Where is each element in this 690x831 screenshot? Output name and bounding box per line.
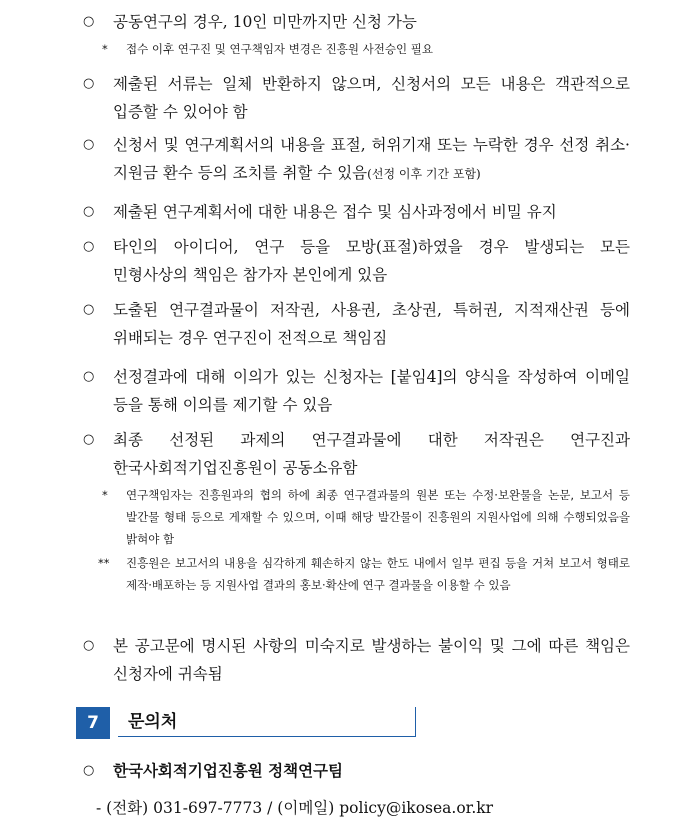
note-double-asterisk: ** bbox=[98, 556, 110, 570]
notice-text-main: 신청서 및 연구계획서의 내용을 표절, 허위기재 또는 누락한 경우 선정 취소·지원금 환수 등의 조치를 취할 수 있음 bbox=[113, 136, 630, 182]
notice-text: 제출된 서류는 일체 반환하지 않으며, 신청서의 모든 내용은 객관적으로 입증할 수 있어야 함 bbox=[113, 75, 630, 121]
notice-text bbox=[113, 131, 630, 188]
bullet-circle-icon: ○ bbox=[83, 239, 95, 254]
section-title: 문의처 bbox=[118, 707, 416, 737]
bullet-circle-icon: ○ bbox=[83, 638, 95, 653]
note-asterisk: * bbox=[102, 42, 108, 56]
notice-text: 선정결과에 대해 이의가 있는 신청자는 [붙임4]의 양식을 작성하여 이메일 등을 통해 이의를 제기할 수 있음 bbox=[113, 368, 630, 414]
notice-text: 공동연구의 경우, 10인 미만까지만 신청 가능 bbox=[113, 13, 417, 31]
notice-text: 최종 선정된 과제의 연구결과물에 대한 저작권은 연구진과 한국사회적기업진흥원이 공동소유함 bbox=[113, 431, 630, 477]
note-text: 접수 이후 연구진 및 연구책임자 변경은 진흥원 사전승인 필요 bbox=[126, 42, 433, 56]
bullet-circle-icon: ○ bbox=[83, 302, 95, 317]
note-promotion bbox=[98, 552, 630, 596]
note-publication bbox=[102, 484, 630, 550]
bullet-circle-icon: ○ bbox=[83, 204, 95, 219]
notice-text: 제출된 연구계획서에 대한 내용은 접수 및 심사과정에서 비밀 유지 bbox=[113, 203, 557, 221]
bullet-circle-icon: ○ bbox=[83, 14, 95, 29]
bullet-circle-icon: ○ bbox=[83, 763, 95, 778]
notice-text: 본 공고문에 명시된 사항의 미숙지로 발생하는 불이익 및 그에 따른 책임은 신청자에 귀속됨 bbox=[113, 637, 630, 683]
notice-text-small: (선정 이후 기간 포함) bbox=[367, 167, 481, 181]
section-number: 7 bbox=[76, 707, 110, 739]
bullet-circle-icon: ○ bbox=[83, 369, 95, 384]
notice-text: 도출된 연구결과물이 저작권, 사용권, 초상권, 특허권, 지적재산권 등에 위배되는 경우 연구진이 전적으로 책임짐 bbox=[113, 301, 630, 347]
bullet-circle-icon: ○ bbox=[83, 137, 95, 152]
section-heading bbox=[76, 707, 416, 739]
bullet-circle-icon: ○ bbox=[83, 432, 95, 447]
note-text: 진흥원은 보고서의 내용을 심각하게 훼손하지 않는 한도 내에서 일부 편집 등을 거쳐 보고서 형태로 제작·배포하는 등 지원사업 결과의 홍보·확산에 연구 결과물을 이용할 수 있음 bbox=[126, 556, 630, 592]
note-text: 연구책임자는 진흥원과의 협의 하에 최종 연구결과물의 원본 또는 수정·보완물을 논문, 보고서 등 발간물 형태 등으로 게재할 수 있으며, 이때 해당 발간물이 진흥원의 지원사업에 의해 수행되었음을 밝혀야 함 bbox=[126, 488, 630, 546]
note-asterisk: * bbox=[102, 488, 108, 502]
note-researcher-change bbox=[102, 38, 630, 60]
notice-text: 타인의 아이디어, 연구 등을 모방(표절)하였을 경우 발생되는 모든 민형사상의 책임은 참가자 본인에게 있음 bbox=[113, 238, 630, 284]
contact-org-name: 한국사회적기업진흥원 정책연구팀 bbox=[113, 762, 343, 780]
bullet-circle-icon: ○ bbox=[83, 76, 95, 91]
contact-details: - (전화) 031-697-7773 / (이메일) policy@ikosea.or.kr bbox=[96, 799, 494, 817]
